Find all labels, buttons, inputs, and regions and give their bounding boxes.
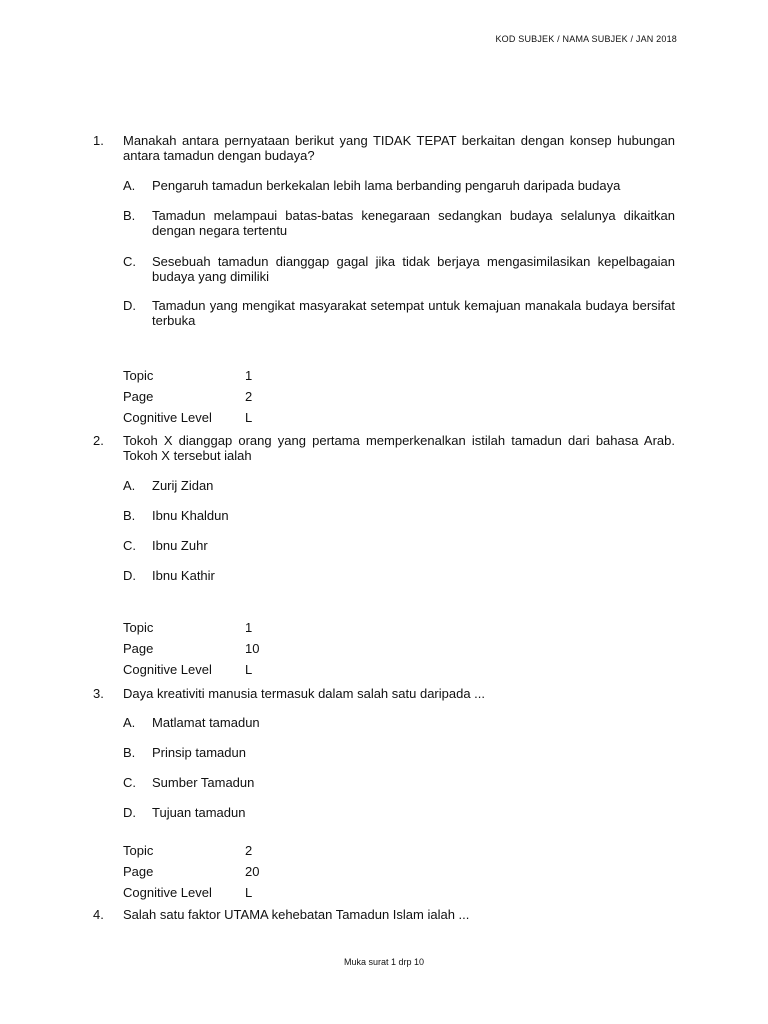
question-number: 1. (93, 133, 104, 148)
option-letter: D. (123, 568, 136, 583)
question-number: 4. (93, 907, 104, 922)
option-d (123, 805, 675, 820)
option-letter: D. (123, 298, 136, 313)
option-text: Pengaruh tamadun berkekalan lebih lama berbanding pengaruh daripada budaya (152, 178, 621, 193)
option-letter: B. (123, 208, 136, 223)
question-4 (93, 907, 675, 922)
meta-value: 2 (245, 843, 253, 858)
option-b (123, 208, 675, 238)
question-1 (93, 133, 675, 163)
meta-key: Page (123, 641, 154, 656)
page-footer: Muka surat 1 drp 10 (343, 957, 425, 967)
option-text: Sumber Tamadun (152, 775, 255, 790)
option-c (123, 775, 675, 790)
meta-row-page (123, 638, 259, 659)
option-text: Matlamat tamadun (152, 715, 260, 730)
option-letter: B. (123, 745, 136, 760)
meta-key: Page (123, 389, 154, 404)
meta-key: Topic (123, 368, 154, 383)
meta-value: L (245, 662, 253, 677)
option-b (123, 508, 675, 523)
meta-row-page (123, 386, 252, 407)
option-letter: D. (123, 805, 136, 820)
option-a (123, 178, 675, 193)
question-meta (123, 365, 252, 428)
meta-key: Cognitive Level (123, 885, 212, 900)
meta-row-page (123, 861, 259, 882)
meta-value: 20 (245, 864, 260, 879)
question-meta (123, 617, 259, 680)
option-d (123, 298, 675, 328)
option-letter: C. (123, 538, 136, 553)
meta-value: 2 (245, 389, 253, 404)
meta-value: L (245, 410, 253, 425)
option-text: Zurij Zidan (152, 478, 214, 493)
question-number: 2. (93, 433, 104, 448)
question-stem: Salah satu faktor UTAMA kehebatan Tamadun Islam ialah ... (123, 907, 470, 922)
option-c (123, 538, 675, 553)
question-stem: Manakah antara pernyataan berikut yang TIDAK TEPAT berkaitan dengan konsep hubungan antara tamadun dengan budaya? (123, 133, 675, 163)
meta-value: 1 (245, 620, 253, 635)
meta-row-topic (123, 840, 259, 861)
meta-row-cognitive-level (123, 882, 259, 903)
option-b (123, 745, 675, 760)
meta-key: Cognitive Level (123, 662, 212, 677)
meta-key: Topic (123, 620, 154, 635)
option-a (123, 715, 675, 730)
question-stem: Tokoh X dianggap orang yang pertama memperkenalkan istilah tamadun dari bahasa Arab. Tokoh X tersebut ialah (123, 433, 675, 463)
meta-row-topic (123, 617, 259, 638)
option-text: Ibnu Khaldun (152, 508, 229, 523)
question-3 (93, 686, 675, 701)
option-text: Tamadun melampaui batas-batas kenegaraan sedangkan budaya selalunya dikaitkan dengan negara tertentu (152, 208, 675, 238)
meta-key: Cognitive Level (123, 410, 212, 425)
option-text: Tamadun yang mengikat masyarakat setempat untuk kemajuan manakala budaya bersifat terbuka (152, 298, 675, 328)
option-text: Ibnu Kathir (152, 568, 215, 583)
option-text: Ibnu Zuhr (152, 538, 208, 553)
option-letter: C. (123, 775, 136, 790)
meta-value: 1 (245, 368, 253, 383)
question-2 (93, 433, 675, 463)
option-letter: A. (123, 178, 136, 193)
page-header: KOD SUBJEK / NAMA SUBJEK / JAN 2018 (495, 34, 677, 44)
meta-key: Topic (123, 843, 154, 858)
option-text: Tujuan tamadun (152, 805, 246, 820)
option-letter: A. (123, 715, 136, 730)
question-stem: Daya kreativiti manusia termasuk dalam salah satu daripada ... (123, 686, 486, 701)
option-letter: A. (123, 478, 136, 493)
meta-key: Page (123, 864, 154, 879)
option-a (123, 478, 675, 493)
option-letter: C. (123, 254, 136, 269)
meta-row-topic (123, 365, 252, 386)
option-d (123, 568, 675, 583)
option-text: Sesebuah tamadun dianggap gagal jika tidak berjaya mengasimilasikan kepelbagaian budaya yang dimiliki (152, 254, 675, 284)
meta-row-cognitive-level (123, 659, 259, 680)
option-text: Prinsip tamadun (152, 745, 246, 760)
question-number: 3. (93, 686, 104, 701)
meta-value: 10 (245, 641, 260, 656)
option-letter: B. (123, 508, 136, 523)
option-c (123, 254, 675, 284)
meta-value: L (245, 885, 253, 900)
question-meta (123, 840, 259, 903)
meta-row-cognitive-level (123, 407, 252, 428)
